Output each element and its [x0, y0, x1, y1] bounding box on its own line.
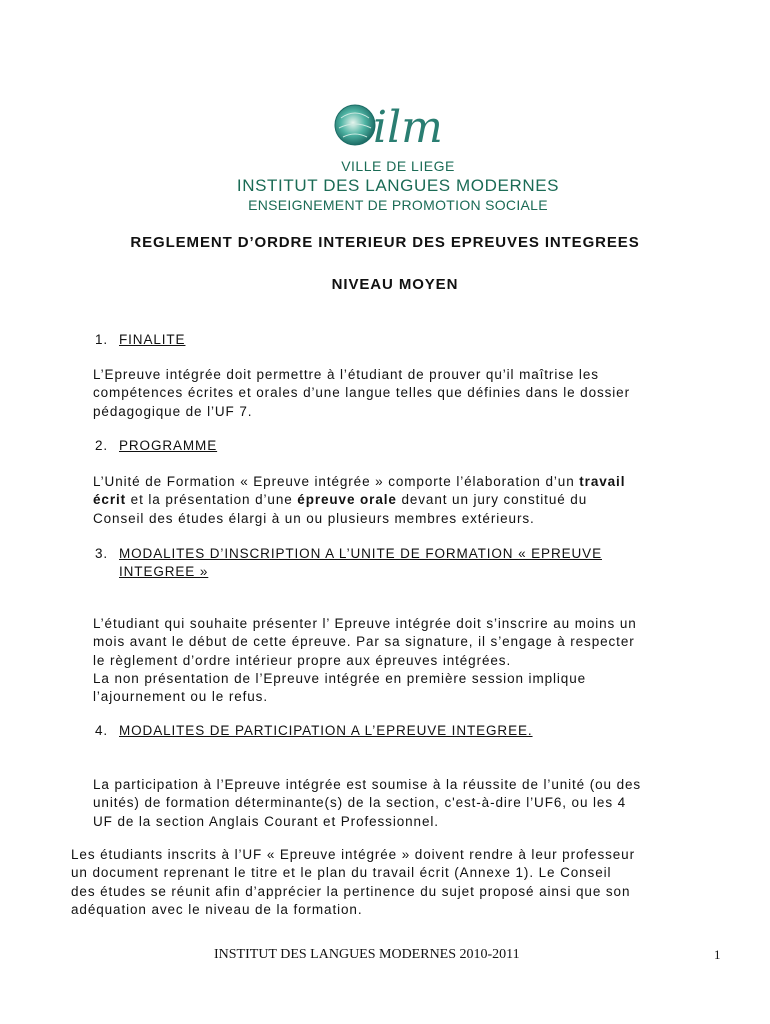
page-number: 1	[714, 947, 721, 962]
section-4-body-2	[71, 846, 635, 919]
section-4-number: 4.	[95, 723, 109, 738]
text-run: et la présentation d’une	[126, 492, 298, 508]
section-1-heading	[95, 331, 185, 349]
section-2-line	[93, 473, 625, 491]
page-footer: INSTITUT DES LANGUES MODERNES 2010-2011	[214, 947, 520, 962]
bold-text: écrit	[93, 492, 127, 508]
section-4-line: Les étudiants inscrits à l’UF « Epreuve intégrée » doivent rendre à leur professeur	[71, 847, 635, 862]
section-3-line: l’ajournement ou le refus.	[93, 689, 268, 705]
section-4-title: MODALITES DE PARTICIPATION A L’EPREUVE INTEGREE.	[119, 723, 533, 738]
section-4-line: unités) de formation déterminante(s) de la section, c'est-à-dire l’UF6, ou les 4	[93, 795, 627, 811]
logo-text: ilm	[373, 102, 443, 153]
institute-name: INSTITUT DES LANGUES MODERNES	[236, 176, 560, 195]
section-1-body	[93, 366, 630, 421]
section-3-line: mois avant le début de cette épreuve. Par sa signature, il s’engage à respecter	[93, 634, 635, 650]
section-3-line: La non présentation de l’Epreuve intégrée en première session implique	[93, 670, 587, 686]
section-2-number: 2.	[95, 438, 109, 453]
section-4-body	[93, 776, 641, 831]
section-3-body	[93, 615, 637, 706]
section-2-title: PROGRAMME	[119, 438, 218, 453]
text-run: L’Unité de Formation « Epreuve intégrée » comporte l’élaboration d’un	[93, 474, 580, 489]
document-level: NIVEAU MOYEN	[331, 276, 459, 293]
section-2-body	[93, 473, 625, 528]
document-title: REGLEMENT D’ORDRE INTERIEUR DES EPREUVES INTEGREES	[130, 234, 640, 251]
section-3-title-line2: INTEGREE »	[119, 564, 209, 580]
section-4-heading	[95, 722, 533, 740]
section-4-line: des études se réunit afin d’apprécier la pertinence du sujet proposé ainsi que son	[71, 883, 631, 899]
section-1-line: pédagogique de l’UF 7.	[93, 403, 253, 419]
section-3-line: L’étudiant qui souhaite présenter l’ Epreuve intégrée doit s’inscrire au moins un	[93, 616, 637, 631]
ilm-logo	[333, 94, 455, 154]
city-name: VILLE DE LIEGE	[341, 158, 455, 174]
bold-text: travail	[579, 474, 626, 489]
section-2-heading	[95, 437, 217, 455]
section-3-line: le règlement d’ordre intérieur propre aux épreuves intégrées.	[93, 652, 512, 668]
section-2-line	[93, 491, 625, 509]
section-1-title: FINALITE	[119, 332, 186, 347]
section-4-line: adéquation avec le niveau de la formation.	[71, 901, 363, 917]
section-3-heading	[95, 545, 602, 582]
section-4-line: un document reprenant le titre et le plan du travail écrit (Annexe 1). Le Conseil	[71, 865, 612, 881]
section-2-line: Conseil des études élargi à un ou plusieurs membres extérieurs.	[93, 510, 535, 526]
section-4-line: La participation à l’Epreuve intégrée est soumise à la réussite de l’unité (ou des	[93, 777, 642, 792]
section-1-number: 1.	[95, 332, 109, 347]
section-3-number: 3.	[95, 546, 109, 561]
section-1-line: compétences écrites et orales d’une langue telles que définies dans le dossier	[93, 385, 630, 401]
text-run: devant un jury constitué du	[396, 492, 588, 508]
section-1-line: L’Epreuve intégrée doit permettre à l’étudiant de prouver qu’il maîtrise les	[93, 367, 599, 382]
bold-text: épreuve orale	[297, 492, 397, 508]
institute-subtitle: ENSEIGNEMENT DE PROMOTION SOCIALE	[248, 197, 548, 213]
section-4-line: UF de la section Anglais Courant et Professionnel.	[93, 813, 439, 829]
section-3-title-line1: MODALITES D’INSCRIPTION A L’UNITE DE FORMATION « EPREUVE	[119, 546, 602, 561]
